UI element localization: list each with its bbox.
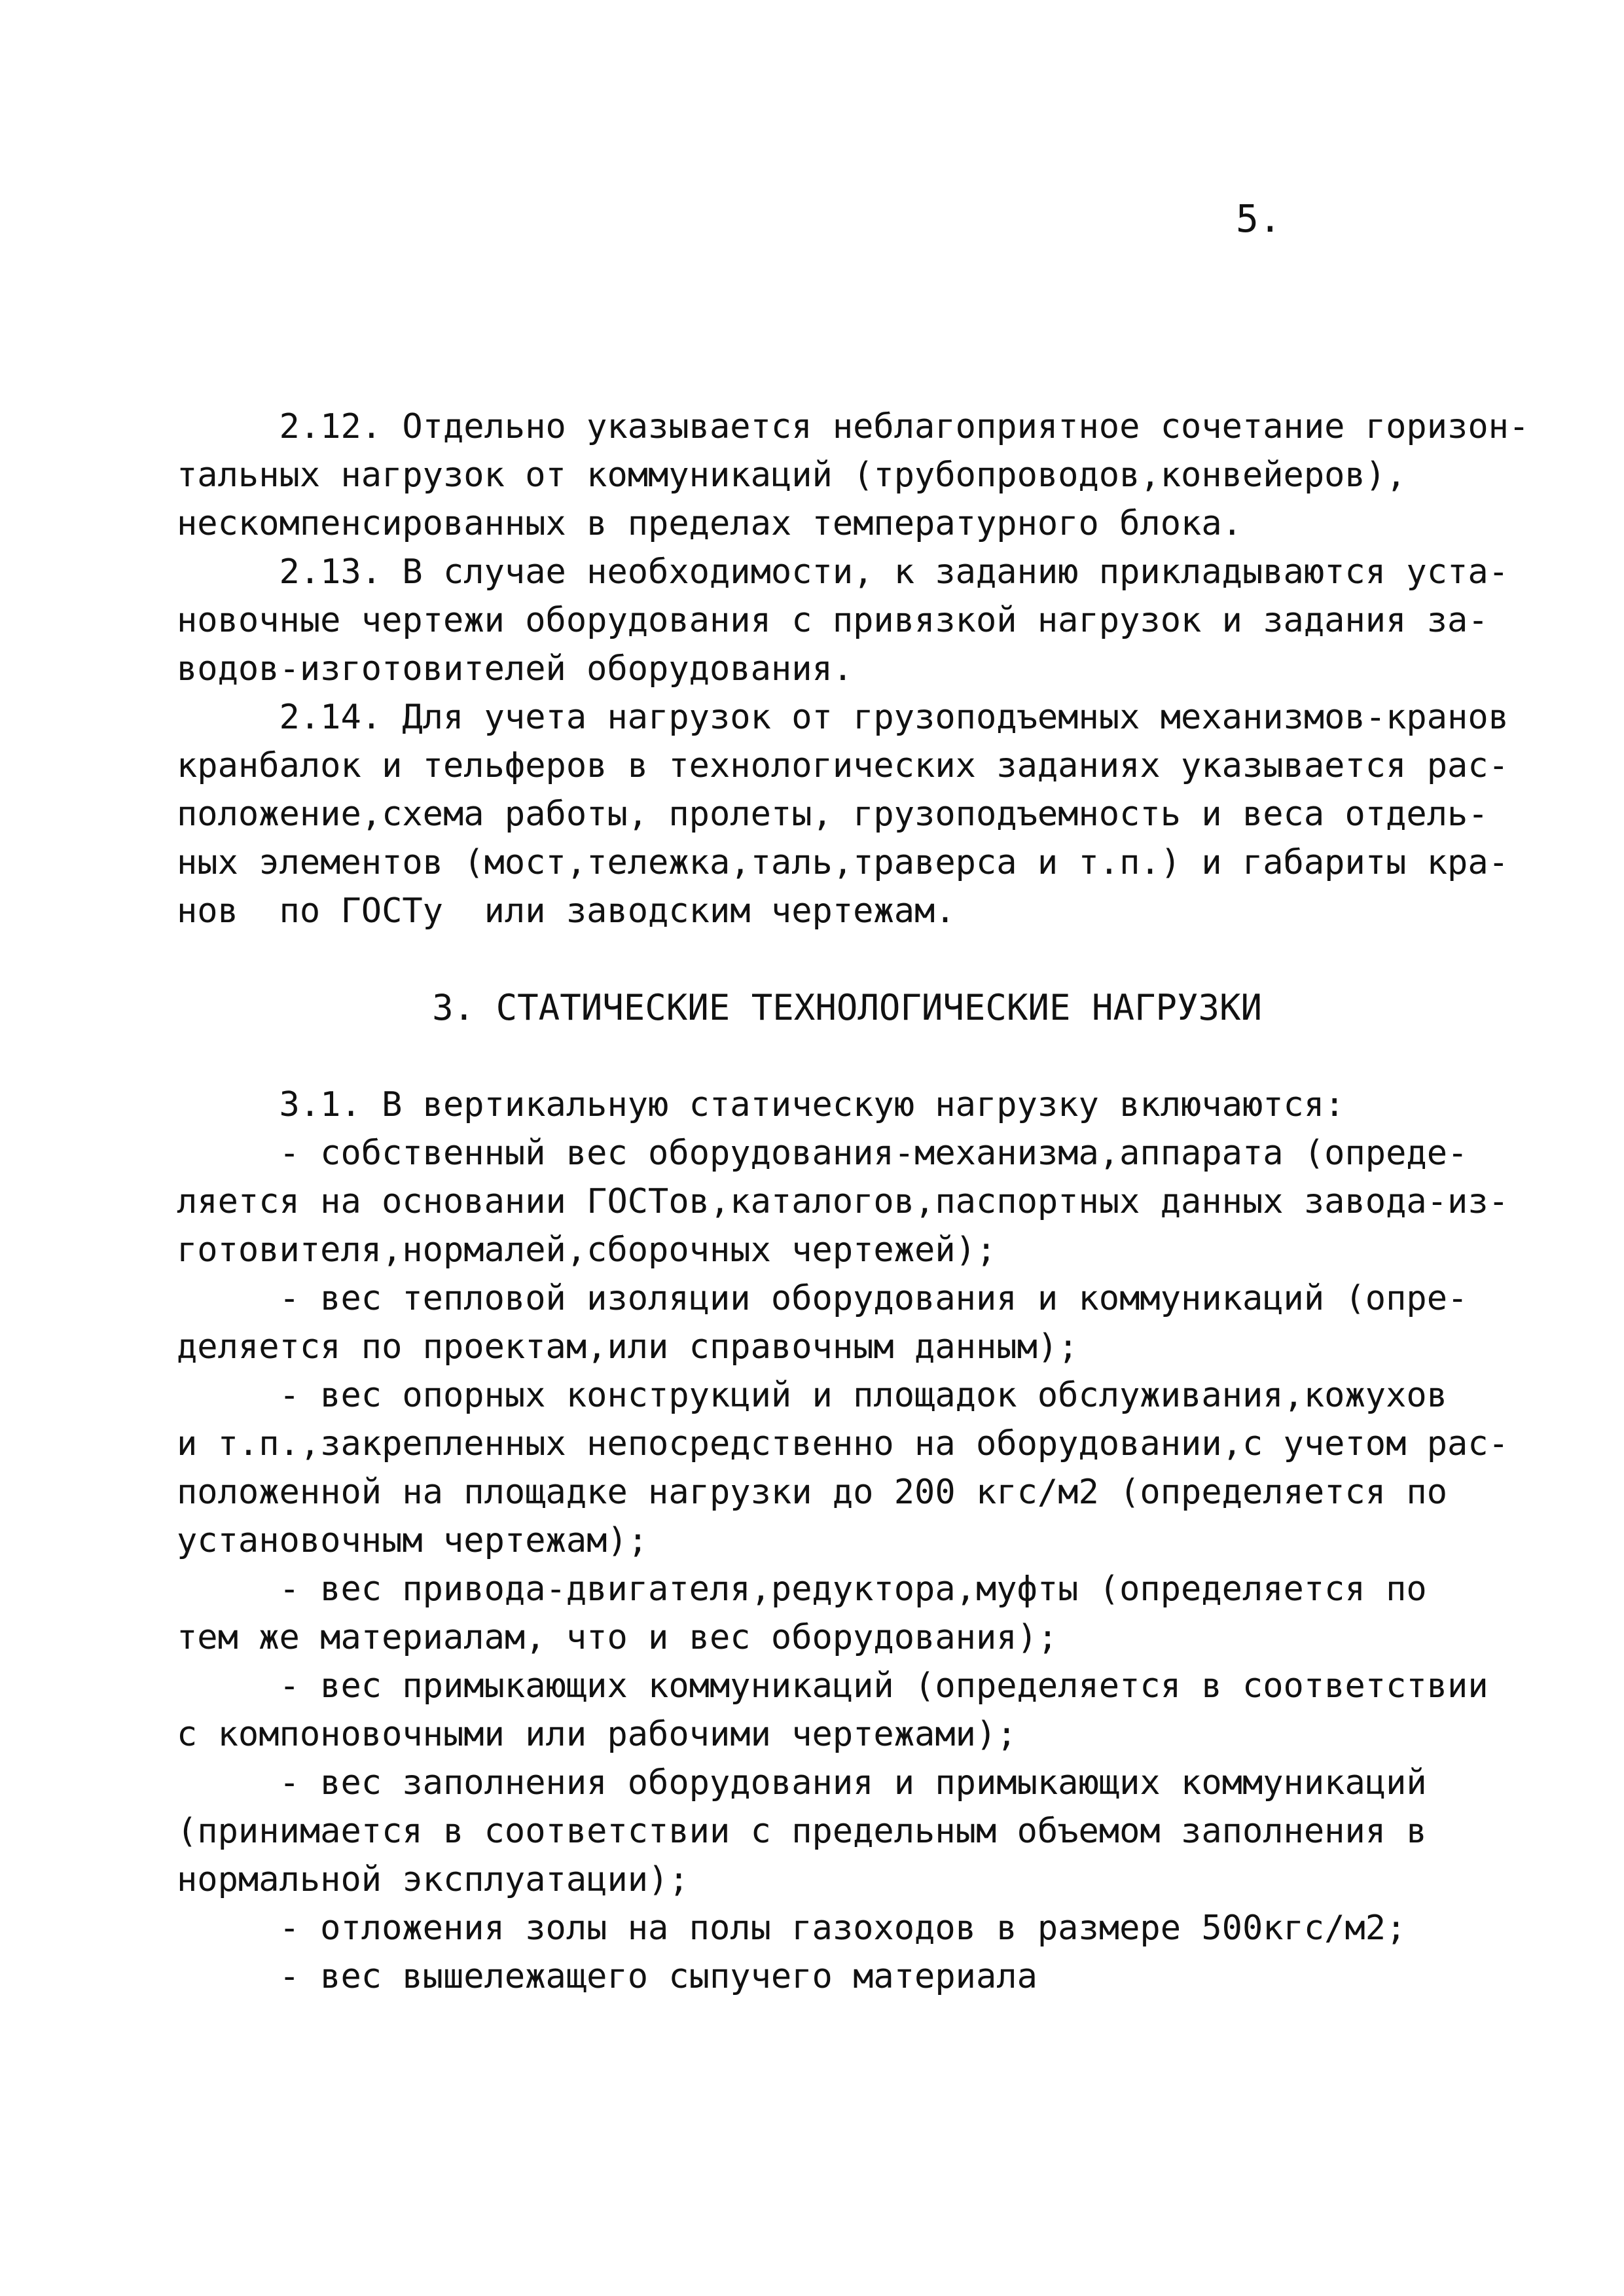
text-line: - вес тепловой изоляции оборудования и коммуникаций (опре- (177, 1279, 1468, 1318)
text-line: с компоновочными или рабочими чертежами); (177, 1715, 1017, 1754)
section-heading: 3. СТАТИЧЕСКИЕ ТЕХНОЛОГИЧЕСКИЕ НАГРУЗКИ (177, 987, 1263, 1028)
text-line: нов по ГОСТу или заводским чертежам. (177, 891, 956, 931)
text-line: деляется по проектам,или справочным данным); (177, 1327, 1079, 1367)
page-number: 5. (1236, 196, 1282, 241)
text-line: - собственный вес оборудования-механизма,аппарата (опреде- (177, 1134, 1468, 1173)
document-body (177, 403, 1530, 2001)
text-line: тем же материалам, что и вес оборудования); (177, 1618, 1058, 1657)
text-line: установочным чертежам); (177, 1521, 649, 1560)
text-line: - вес заполнения оборудования и примыкающих коммуникаций (177, 1763, 1427, 1803)
text-line: нескомпенсированных в пределах температурного блока. (177, 504, 1242, 543)
text-line: водов-изготовителей оборудования. (177, 649, 854, 689)
blank-line (177, 1032, 1486, 1081)
text-line: - вес опорных конструкций и площадок обслуживания,кожухов (177, 1376, 1448, 1415)
text-line: 2.14. Для учета нагрузок от грузоподъемных механизмов-кранов (177, 698, 1509, 737)
text-line: - отложения золы на полы газоходов в размере 500кгс/м2; (177, 1909, 1407, 1948)
text-line: ных элементов (мост,тележка,таль,траверса и т.п.) и габариты кра- (177, 843, 1509, 882)
text-line: - вес привода-двигателя,редуктора,муфты (определяется по (177, 1570, 1427, 1609)
text-line: тальных нагрузок от коммуникаций (трубопроводов,конвейеров), (177, 456, 1407, 495)
text-line: готовителя,нормалей,сборочных чертежей); (177, 1230, 997, 1270)
text-line: 2.12. Отдельно указывается неблагоприятное сочетание горизон- (177, 407, 1530, 446)
text-line: кранбалок и тельферов в технологических заданиях указывается рас- (177, 746, 1509, 785)
text-line: нормальной эксплуатации); (177, 1860, 689, 1899)
text-line: положение,схема работы, пролеты, грузоподъемность и веса отдель- (177, 795, 1489, 834)
text-line: (принимается в соответствии с предельным объемом заполнения в (177, 1812, 1427, 1851)
text-line: - вес примыкающих коммуникаций (определяется в соответствии (177, 1666, 1489, 1706)
text-line: новочные чертежи оборудования с привязкой нагрузок и задания за- (177, 601, 1489, 640)
text-line: 2.13. В случае необходимости, к заданию прикладываются уста- (177, 552, 1509, 592)
text-line: ляется на основании ГОСТов,каталогов,паспортных данных завода-из- (177, 1182, 1509, 1221)
blank-line (177, 935, 1486, 984)
text-line: положенной на площадке нагрузки до 200 кгс/м2 (определяется по (177, 1473, 1448, 1512)
text-line: и т.п.,закрепленных непосредственно на оборудовании,с учетом рас- (177, 1424, 1509, 1463)
text-line: 3.1. В вертикальную статическую нагрузку включаются: (177, 1085, 1345, 1124)
text-line: - вес вышележащего сыпучего материала (177, 1957, 1038, 1996)
